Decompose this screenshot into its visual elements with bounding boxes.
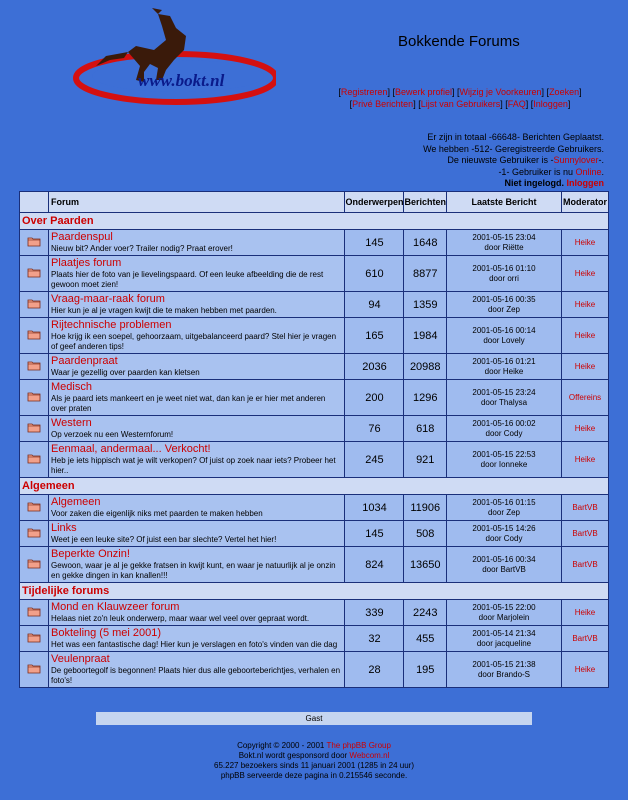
nav-search[interactable]: Zoeken bbox=[549, 87, 580, 97]
forum-folder-icon bbox=[20, 354, 49, 380]
last-post-author: door jacqueline bbox=[476, 638, 532, 648]
forum-description: Heb je iets hippisch wat je wilt verkopen? Of juist op zoek naar iets? Probeer het hier.. bbox=[51, 456, 336, 475]
last-post-date: 2001-05-16 00:02 bbox=[472, 418, 536, 428]
moderator-link[interactable]: BartVB bbox=[572, 503, 598, 512]
forum-row bbox=[20, 521, 609, 547]
forum-row bbox=[20, 318, 609, 354]
header-posts: Berichten bbox=[404, 192, 447, 213]
forum-description: Plaats hier de foto van je lievelingspaard. Of een leuke afbeelding die de rest gewoon moet zien! bbox=[51, 270, 324, 289]
header-topics: Onderwerpen bbox=[345, 192, 404, 213]
forum-info bbox=[49, 600, 345, 626]
last-post-date: 2001-05-14 21:34 bbox=[472, 628, 536, 638]
forum-folder-icon bbox=[20, 416, 49, 442]
forum-moderator bbox=[562, 256, 609, 292]
moderator-link[interactable]: Heike bbox=[574, 300, 596, 309]
forum-topic-count: 94 bbox=[345, 292, 404, 318]
forum-topic-count: 200 bbox=[345, 380, 404, 416]
forum-post-count: 508 bbox=[404, 521, 447, 547]
forum-post-count: 8877 bbox=[404, 256, 447, 292]
forum-row bbox=[20, 354, 609, 380]
phpbb-link[interactable]: The phpBB Group bbox=[326, 741, 391, 750]
last-post-author: door Zep bbox=[487, 507, 521, 517]
forum-last-post bbox=[447, 521, 562, 547]
forum-title-link[interactable]: Veulenpraat bbox=[51, 653, 110, 665]
last-post-date: 2001-05-15 23:24 bbox=[472, 387, 536, 397]
forum-post-count: 1648 bbox=[404, 230, 447, 256]
forum-moderator bbox=[562, 354, 609, 380]
category-name[interactable]: Algemeen bbox=[20, 478, 609, 495]
forum-last-post bbox=[447, 652, 562, 688]
last-post-author: door Zep bbox=[487, 304, 521, 314]
last-post-author: door Cody bbox=[485, 428, 523, 438]
forum-body bbox=[20, 213, 609, 688]
forum-post-count: 195 bbox=[404, 652, 447, 688]
moderator-link[interactable]: Offereins bbox=[568, 393, 602, 402]
forum-post-count: 455 bbox=[404, 626, 447, 652]
forum-table bbox=[19, 191, 609, 688]
moderator-link[interactable]: Heike bbox=[574, 608, 596, 617]
forum-title-link[interactable]: Beperkte Onzin! bbox=[51, 548, 130, 560]
forum-title-link[interactable]: Mond en Klauwzeer forum bbox=[51, 601, 180, 613]
forum-post-count: 2243 bbox=[404, 600, 447, 626]
forum-row bbox=[20, 292, 609, 318]
forum-last-post bbox=[447, 256, 562, 292]
stats-total-users: We hebben -512- Geregistreerde Gebruikers. bbox=[423, 143, 604, 154]
forum-info bbox=[49, 495, 345, 521]
forum-moderator bbox=[562, 652, 609, 688]
forum-row bbox=[20, 442, 609, 478]
header-icon-col bbox=[20, 192, 49, 213]
forum-topic-count: 824 bbox=[345, 547, 404, 583]
moderator-link[interactable]: Heike bbox=[574, 362, 596, 371]
last-post-date: 2001-05-16 01:15 bbox=[472, 497, 536, 507]
forum-folder-icon bbox=[20, 442, 49, 478]
nav-edit-profile[interactable]: Bewerk profiel bbox=[394, 87, 452, 97]
nav-login[interactable]: Inloggen bbox=[533, 99, 568, 109]
last-post-date: 2001-05-16 01:10 bbox=[472, 263, 536, 273]
page-header bbox=[0, 0, 628, 190]
forum-row bbox=[20, 495, 609, 521]
forum-description: De geboortegolf is begonnen! Plaats hier dus alle geboorteberichtjes, verhalen en foto's! bbox=[51, 666, 341, 685]
forum-description: Weet je een leuke site? Of juist een bar slechte? Vertel het hier! bbox=[51, 535, 277, 544]
moderator-link[interactable]: Heike bbox=[574, 455, 596, 464]
forum-title-link[interactable]: Paardenspul bbox=[51, 231, 113, 243]
forum-last-post bbox=[447, 354, 562, 380]
forum-last-post bbox=[447, 495, 562, 521]
forum-last-post bbox=[447, 442, 562, 478]
forum-topic-count: 145 bbox=[345, 230, 404, 256]
forum-moderator bbox=[562, 416, 609, 442]
nav-preferences[interactable]: Wijzig je Voorkeuren bbox=[459, 87, 542, 97]
visitor-count: 65.227 bezoekers sinds 11 januari 2001 (1285 in 24 uur) bbox=[214, 761, 414, 770]
forum-folder-icon bbox=[20, 292, 49, 318]
login-status: Niet ingelogd. Inloggen bbox=[504, 178, 604, 188]
forum-description: Op verzoek nu een Westernforum! bbox=[51, 430, 174, 439]
forum-post-count: 618 bbox=[404, 416, 447, 442]
last-post-author: door orri bbox=[489, 273, 519, 283]
last-post-author: door Ionneke bbox=[480, 459, 528, 469]
forum-info bbox=[49, 626, 345, 652]
forum-topic-count: 1034 bbox=[345, 495, 404, 521]
sponsor-link[interactable]: Webcom.nl bbox=[349, 751, 390, 760]
last-post-date: 2001-05-16 00:34 bbox=[472, 554, 536, 564]
forum-description: Hoe krijg ik een soepel, gehoorzaam, uitgebalanceerd paard? Stel hier je vragen of geef anderen tips! bbox=[51, 332, 337, 351]
last-post-author: door Lovely bbox=[483, 335, 525, 345]
category-row bbox=[20, 213, 609, 230]
forum-topic-count: 339 bbox=[345, 600, 404, 626]
forum-post-count: 921 bbox=[404, 442, 447, 478]
forum-description: Nieuw bit? Ander voer? Trailer nodig? Praat erover! bbox=[51, 244, 233, 253]
page-footer bbox=[0, 741, 628, 781]
forum-title-link[interactable]: Medisch bbox=[51, 381, 92, 393]
stats-newest-user: De nieuwste Gebruiker is -Sunnylover-. bbox=[447, 155, 604, 165]
nav-memberlist[interactable]: Lijst van Gebruikers bbox=[420, 99, 501, 109]
table-header-row bbox=[20, 192, 609, 213]
nav-faq[interactable]: FAQ bbox=[507, 99, 526, 109]
bokt-logo[interactable] bbox=[66, 6, 276, 118]
render-time: phpBB serveerde deze pagina in 0.215546 seconde. bbox=[220, 771, 408, 780]
last-post-author: door Cody bbox=[485, 533, 523, 543]
forum-title-link[interactable]: Links bbox=[51, 522, 77, 534]
forum-moderator bbox=[562, 521, 609, 547]
stats-online: -1- Gebruiker is nu Online. bbox=[498, 166, 604, 177]
forum-row bbox=[20, 652, 609, 688]
moderator-link[interactable]: Heike bbox=[574, 331, 596, 340]
forum-folder-icon bbox=[20, 380, 49, 416]
nav-register[interactable]: Registreren bbox=[340, 87, 388, 97]
forum-topic-count: 165 bbox=[345, 318, 404, 354]
forum-folder-icon bbox=[20, 652, 49, 688]
copyright: Copyright © 2000 - 2001 The phpBB Group bbox=[237, 741, 391, 750]
forum-folder-icon bbox=[20, 230, 49, 256]
forum-last-post bbox=[447, 626, 562, 652]
forum-row bbox=[20, 230, 609, 256]
forum-topic-count: 245 bbox=[345, 442, 404, 478]
forum-description: Waar je gezellig over paarden kan kletsen bbox=[51, 368, 200, 377]
forum-post-count: 1359 bbox=[404, 292, 447, 318]
last-post-date: 2001-05-16 00:14 bbox=[472, 325, 536, 335]
forum-moderator bbox=[562, 230, 609, 256]
forum-last-post bbox=[447, 292, 562, 318]
category-row bbox=[20, 478, 609, 495]
header-forum: Forum bbox=[49, 192, 345, 213]
moderator-link[interactable]: BartVB bbox=[572, 634, 598, 643]
forum-moderator bbox=[562, 318, 609, 354]
forum-title-link[interactable]: Algemeen bbox=[51, 496, 101, 508]
forum-last-post bbox=[447, 416, 562, 442]
moderator-link[interactable]: Heike bbox=[574, 424, 596, 433]
moderator-link[interactable]: Heike bbox=[574, 269, 596, 278]
newest-user-link[interactable]: Sunnylover bbox=[553, 155, 599, 165]
forum-row bbox=[20, 380, 609, 416]
forum-moderator bbox=[562, 547, 609, 583]
forum-info bbox=[49, 442, 345, 478]
forum-folder-icon bbox=[20, 256, 49, 292]
forum-title-link[interactable]: Plaatjes forum bbox=[51, 257, 122, 269]
forum-info bbox=[49, 318, 345, 354]
header-moderator: Moderator bbox=[562, 192, 609, 213]
forum-description: Als je paard iets mankeert en je weet niet wat, dan kan je er hier met anderen over praten bbox=[51, 394, 326, 413]
user-status-bar: Gast bbox=[96, 712, 532, 725]
last-post-date: 2001-05-15 22:00 bbox=[472, 602, 536, 612]
forum-title-link[interactable]: Eenmaal, andermaal... Verkocht! bbox=[51, 443, 211, 455]
main-nav: [Registreren] [Bewerk profiel] [Wijzig je Voorkeuren] [Zoeken] [Privé Berichten] [Lijst van Gebruikers] [FAQ] [Inloggen] bbox=[338, 87, 582, 109]
moderator-link[interactable]: Heike bbox=[574, 238, 596, 247]
last-post-date: 2001-05-15 23:04 bbox=[472, 232, 536, 242]
forum-stats bbox=[423, 132, 604, 190]
category-name[interactable]: Over Paarden bbox=[20, 213, 609, 230]
last-post-date: 2001-05-15 14:26 bbox=[472, 523, 536, 533]
forum-topic-count: 145 bbox=[345, 521, 404, 547]
forum-folder-icon bbox=[20, 600, 49, 626]
forum-moderator bbox=[562, 292, 609, 318]
forum-row bbox=[20, 416, 609, 442]
forum-info bbox=[49, 652, 345, 688]
forum-folder-icon bbox=[20, 495, 49, 521]
sponsor: Bokt.nl wordt gesponsord door Webcom.nl bbox=[238, 751, 390, 760]
login-link[interactable]: Inloggen bbox=[566, 178, 604, 188]
forum-title-link[interactable]: Bokteling (5 mei 2001) bbox=[51, 627, 162, 639]
forum-folder-icon bbox=[20, 521, 49, 547]
stats-total-posts: Er zijn in totaal -66648- Berichten Geplaatst. bbox=[427, 132, 604, 142]
forum-description: Voor zaken die eigenlijk niks met paarden te maken hebben bbox=[51, 509, 263, 518]
forum-moderator bbox=[562, 600, 609, 626]
forum-topic-count: 28 bbox=[345, 652, 404, 688]
forum-last-post bbox=[447, 318, 562, 354]
moderator-link[interactable]: Heike bbox=[574, 665, 596, 674]
forum-folder-icon bbox=[20, 318, 49, 354]
forum-row bbox=[20, 600, 609, 626]
forum-moderator bbox=[562, 380, 609, 416]
forum-folder-icon bbox=[20, 626, 49, 652]
online-link[interactable]: Online bbox=[575, 166, 602, 177]
forum-description: Helaas niet zo'n leuk onderwerp, maar waar wel veel over gepraat wordt. bbox=[51, 614, 310, 623]
last-post-date: 2001-05-16 00:35 bbox=[472, 294, 536, 304]
moderator-link[interactable]: BartVB bbox=[572, 529, 598, 538]
forum-info bbox=[49, 547, 345, 583]
forum-moderator bbox=[562, 442, 609, 478]
forum-title-link[interactable]: Paardenpraat bbox=[51, 355, 118, 367]
forum-title-link[interactable]: Rijtechnische problemen bbox=[51, 319, 172, 331]
last-post-author: door BartVB bbox=[482, 564, 526, 574]
category-row bbox=[20, 583, 609, 600]
forum-info bbox=[49, 256, 345, 292]
forum-info bbox=[49, 380, 345, 416]
forum-topic-count: 2036 bbox=[345, 354, 404, 380]
forum-info bbox=[49, 230, 345, 256]
forum-moderator bbox=[562, 495, 609, 521]
moderator-link[interactable]: BartVB bbox=[572, 560, 598, 569]
last-post-date: 2001-05-16 01:21 bbox=[472, 356, 536, 366]
forum-post-count: 1296 bbox=[404, 380, 447, 416]
forum-description: Het was een fantastische dag! Hier kun je verslagen en foto's vinden van die dag bbox=[51, 640, 338, 649]
forum-post-count: 20988 bbox=[404, 354, 447, 380]
forum-topic-count: 610 bbox=[345, 256, 404, 292]
forum-row bbox=[20, 256, 609, 292]
header-last-post: Laatste Bericht bbox=[447, 192, 562, 213]
forum-title-link[interactable]: Western bbox=[51, 417, 92, 429]
forum-topic-count: 32 bbox=[345, 626, 404, 652]
forum-description: Hier kun je al je vragen kwijt die te maken hebben met paarden. bbox=[51, 306, 277, 315]
forum-info bbox=[49, 292, 345, 318]
forum-post-count: 11906 bbox=[404, 495, 447, 521]
forum-row bbox=[20, 626, 609, 652]
forum-row bbox=[20, 547, 609, 583]
logo-text: www.bokt.nl bbox=[138, 71, 225, 90]
forum-folder-icon bbox=[20, 547, 49, 583]
forum-info bbox=[49, 521, 345, 547]
forum-last-post bbox=[447, 230, 562, 256]
forum-last-post bbox=[447, 380, 562, 416]
last-post-date: 2001-05-15 21:38 bbox=[472, 659, 536, 669]
site-title: Bokkende Forums bbox=[398, 33, 520, 50]
last-post-author: door Brando-S bbox=[477, 669, 531, 679]
nav-private-messages[interactable]: Privé Berichten bbox=[352, 99, 414, 109]
forum-info bbox=[49, 416, 345, 442]
last-post-author: door Thalysa bbox=[480, 397, 528, 407]
forum-post-count: 13650 bbox=[404, 547, 447, 583]
category-name[interactable]: Tijdelijke forums bbox=[20, 583, 609, 600]
forum-description: Gewoon, waar je al je gekke fratsen in kwijt kunt, en waar je natuurlijk al je onzin en gekke dingen in kan knallen!!! bbox=[51, 561, 336, 580]
forum-info bbox=[49, 354, 345, 380]
last-post-author: door Heike bbox=[484, 366, 524, 376]
last-post-date: 2001-05-15 22:53 bbox=[472, 449, 536, 459]
forum-post-count: 1984 bbox=[404, 318, 447, 354]
forum-last-post bbox=[447, 600, 562, 626]
forum-last-post bbox=[447, 547, 562, 583]
forum-title-link[interactable]: Vraag-maar-raak forum bbox=[51, 293, 165, 305]
last-post-author: door Marjolein bbox=[478, 612, 530, 622]
forum-moderator bbox=[562, 626, 609, 652]
forum-topic-count: 76 bbox=[345, 416, 404, 442]
last-post-author: door Riëtte bbox=[484, 242, 524, 252]
